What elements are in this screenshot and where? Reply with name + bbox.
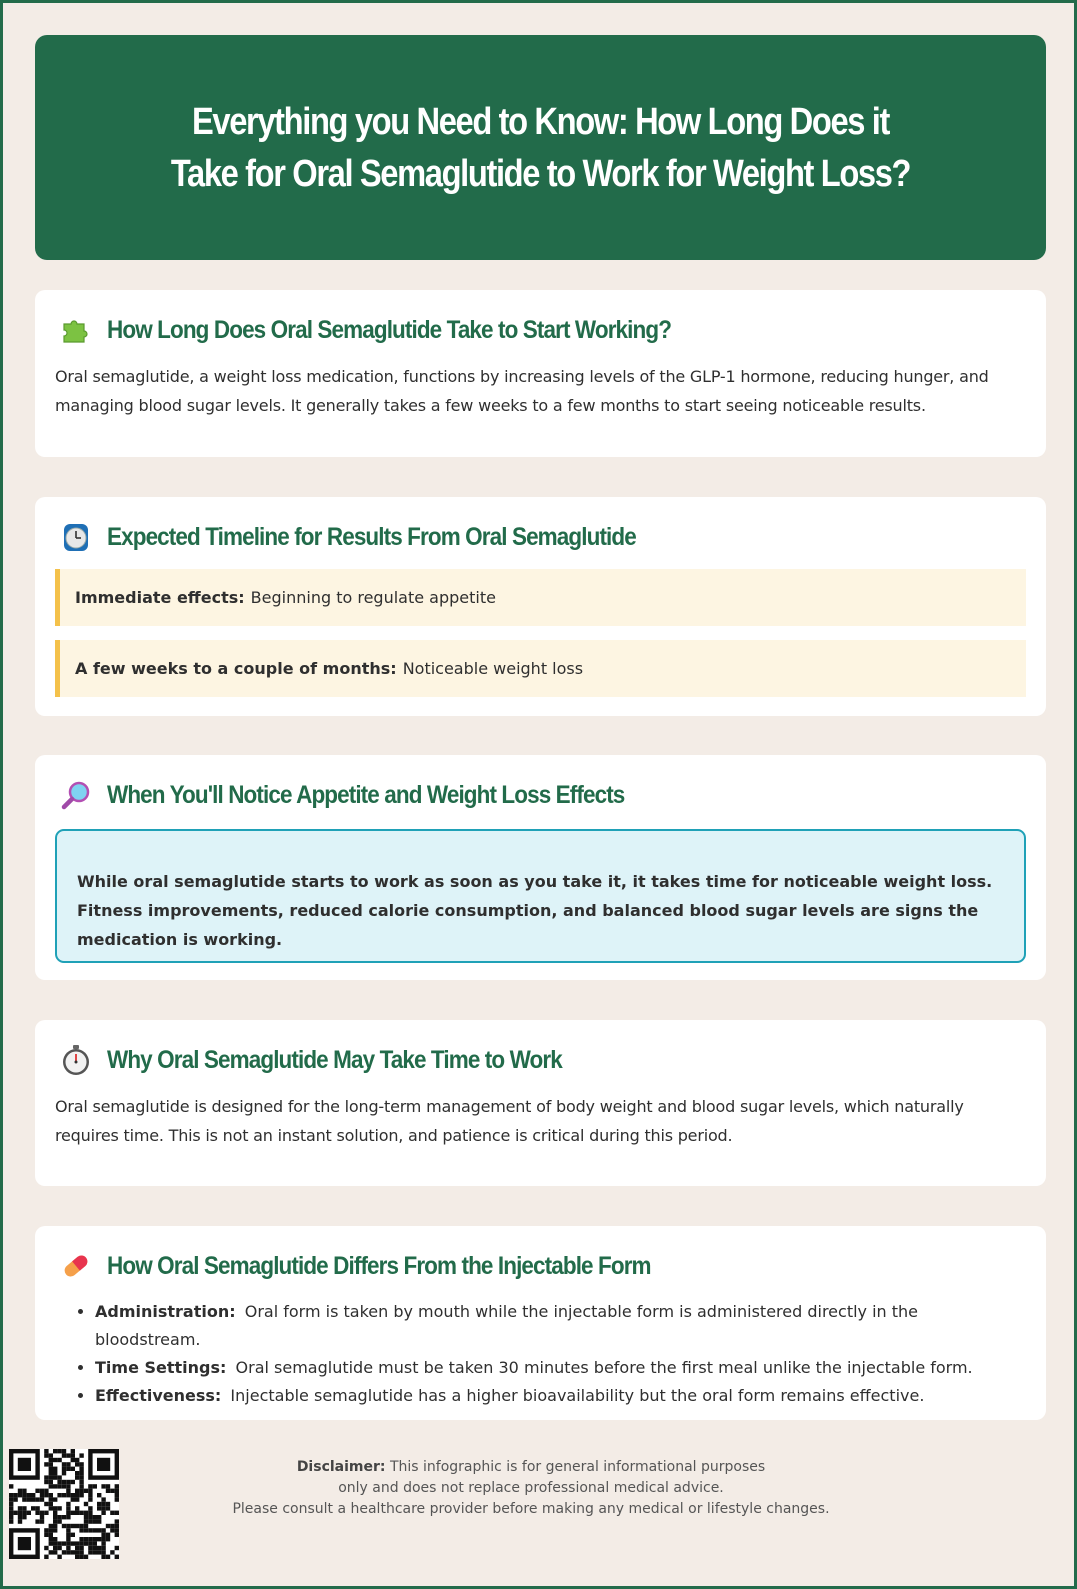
timeline-label: A few weeks to a couple of months:	[75, 659, 397, 678]
item-text: Oral semaglutide must be taken 30 minutes before the first meal unlike the injectable form.	[235, 1358, 973, 1377]
section-notice-effects	[35, 755, 1046, 980]
timeline-value: Beginning to regulate appetite	[250, 588, 496, 607]
section-title: Why Oral Semaglutide May Take Time to Work	[107, 1045, 562, 1074]
disclaimer-line: This infographic is for general informational purposes	[389, 1459, 766, 1475]
magnifying-glass-icon	[57, 776, 95, 814]
timeline-item	[55, 640, 1026, 697]
qr-code-icon[interactable]	[9, 1449, 119, 1559]
disclaimer	[143, 1457, 919, 1520]
timeline-label: Immediate effects:	[75, 588, 245, 607]
section-header	[55, 775, 1026, 815]
item-label: Administration:	[95, 1302, 236, 1321]
disclaimer-line: only and does not replace professional medical advice.	[338, 1480, 724, 1496]
section-text: Oral semaglutide is designed for the long-term management of body weight and blood sugar levels, which naturally requires time. This is not an instant solution, and patience is critical during this period.	[55, 1097, 964, 1145]
disclaimer-line: Please consult a healthcare provider before making any medical or lifestyle changes.	[232, 1501, 830, 1517]
section-title: Expected Timeline for Results From Oral Semaglutide	[107, 522, 636, 551]
item-label: Effectiveness:	[95, 1386, 222, 1405]
timer-clock-icon	[57, 518, 95, 556]
timeline-list	[55, 569, 1026, 697]
section-start-working	[35, 290, 1046, 457]
section-timeline	[35, 497, 1046, 716]
highlight-callout: While oral semaglutide starts to work as soon as you take it, it takes time for noticeable weight loss. Fitness improvements, reduced calorie consumption, and balanced blood sugar levels are signs the medication is working.	[55, 829, 1026, 963]
section-header	[55, 1040, 1026, 1080]
pill-icon	[57, 1247, 95, 1285]
difference-list	[55, 1298, 1026, 1410]
list-item	[95, 1354, 1026, 1382]
section-oral-vs-injectable	[35, 1226, 1046, 1420]
section-why-time	[35, 1020, 1046, 1186]
section-header	[55, 517, 1026, 557]
section-title: When You'll Notice Appetite and Weight Loss Effects	[107, 780, 625, 809]
stopwatch-icon	[57, 1041, 95, 1079]
section-title: How Long Does Oral Semaglutide Take to Start Working?	[107, 315, 672, 344]
item-label: Time Settings:	[95, 1358, 227, 1377]
list-item	[95, 1382, 1026, 1410]
list-item	[95, 1298, 1026, 1354]
footer	[3, 1443, 1074, 1583]
disclaimer-label: Disclaimer:	[296, 1459, 386, 1475]
section-header	[55, 1246, 1026, 1286]
page-title: Everything you Need to Know: How Long Does it Take for Oral Semaglutide to Work for Weight Loss?	[170, 100, 911, 195]
section-text: Oral semaglutide, a weight loss medication, functions by increasing levels of the GLP-1 hormone, reducing hunger, and managing blood sugar levels. It generally takes a few weeks to a few months to start seeing noticeable results.	[55, 367, 989, 415]
timeline-item	[55, 569, 1026, 626]
section-header	[55, 310, 1026, 350]
puzzle-icon	[57, 311, 95, 349]
header-banner	[35, 35, 1046, 260]
item-text: Injectable semaglutide has a higher bioavailability but the oral form remains effective.	[230, 1386, 925, 1405]
timeline-value: Noticeable weight loss	[402, 659, 584, 678]
section-title: How Oral Semaglutide Differs From the Injectable Form	[107, 1251, 651, 1280]
item-text: Oral form is taken by mouth while the injectable form is administered directly in the bloodstream.	[95, 1302, 919, 1349]
